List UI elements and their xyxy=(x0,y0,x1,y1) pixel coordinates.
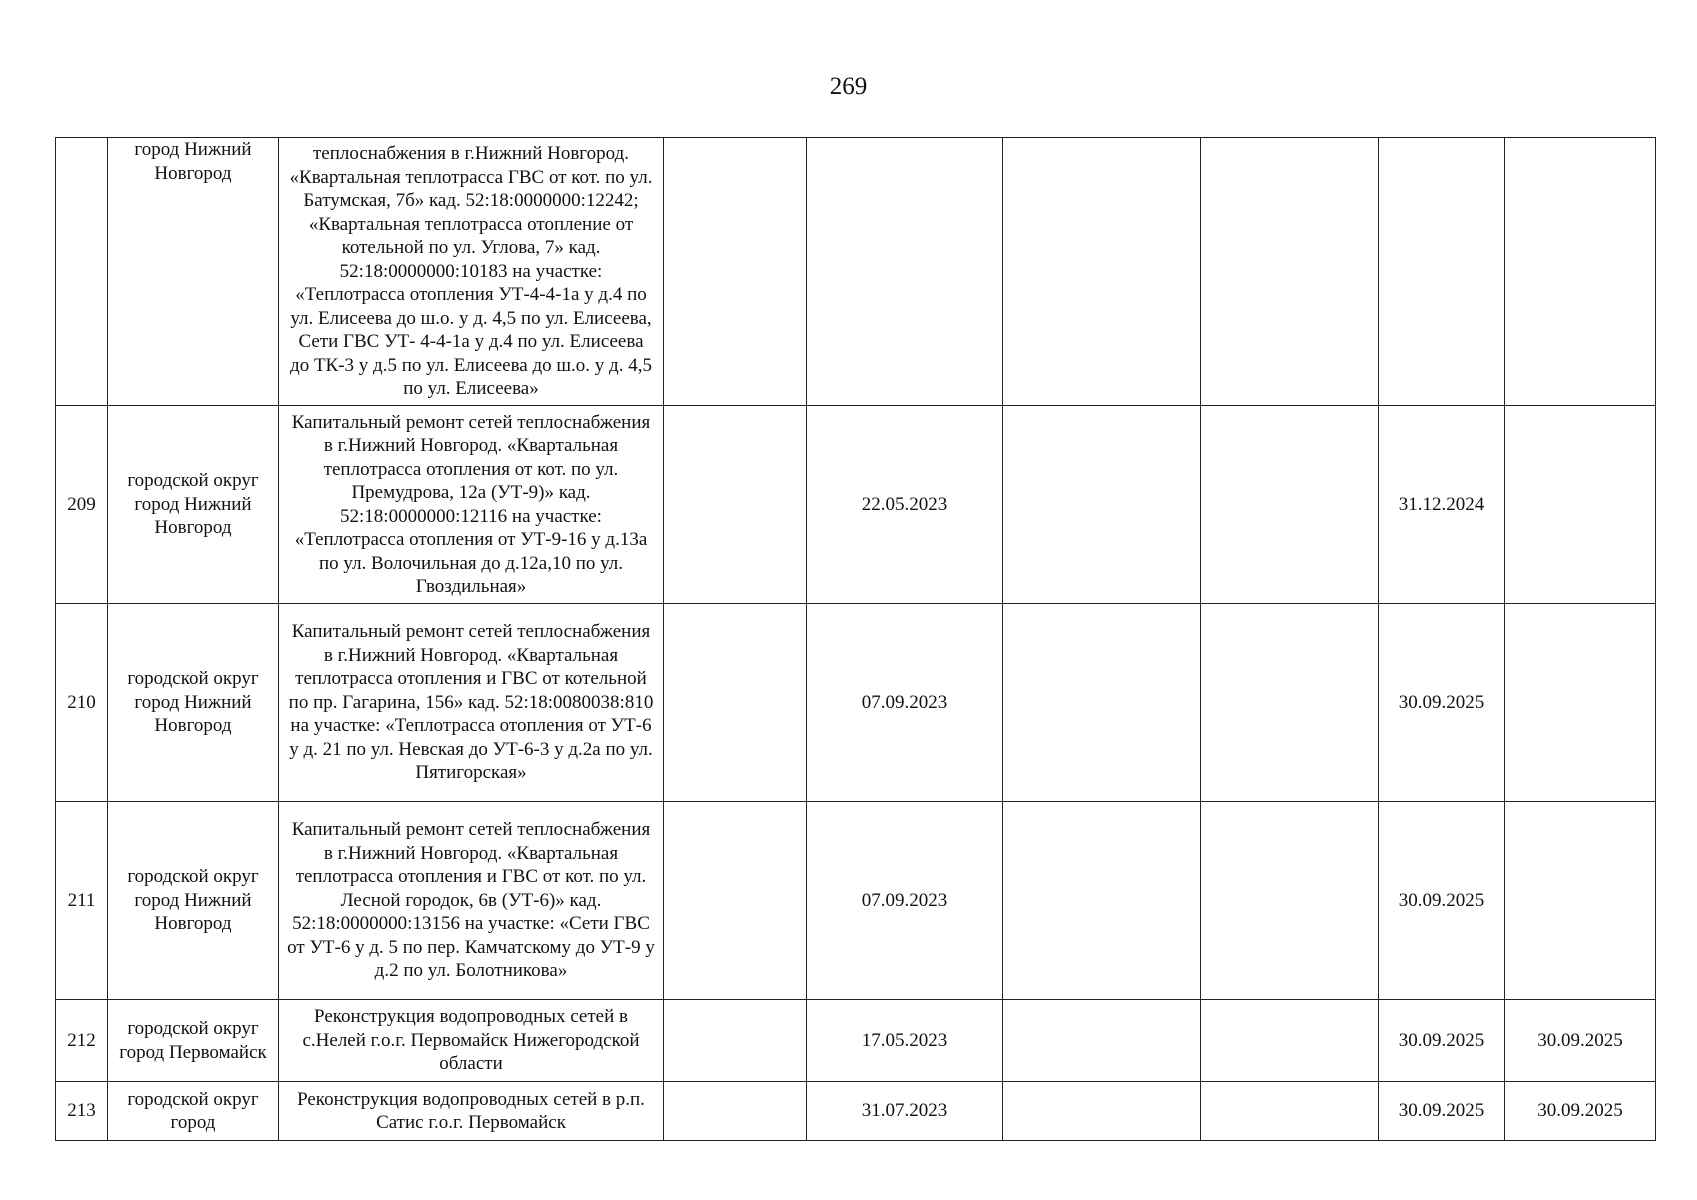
column-9-cell xyxy=(1505,604,1656,802)
end-date-cell: 31.12.2024 xyxy=(1379,406,1505,604)
column-4-cell xyxy=(664,138,807,406)
table-row xyxy=(56,1000,1656,1082)
column-6-cell xyxy=(1003,802,1201,1000)
column-4-cell xyxy=(664,604,807,802)
end-date-cell: 30.09.2025 xyxy=(1379,802,1505,1000)
column-7-cell xyxy=(1201,1082,1379,1141)
column-7-cell xyxy=(1201,604,1379,802)
column-6-cell xyxy=(1003,1082,1201,1141)
end-date-cell-2: 30.09.2025 xyxy=(1505,1000,1656,1082)
end-date-cell: 30.09.2025 xyxy=(1379,1000,1505,1082)
end-date-cell: 30.09.2025 xyxy=(1379,604,1505,802)
column-7-cell xyxy=(1201,1000,1379,1082)
column-7-cell xyxy=(1201,406,1379,604)
column-7-cell xyxy=(1201,802,1379,1000)
column-5-cell xyxy=(807,138,1003,406)
start-date-cell: 07.09.2023 xyxy=(807,802,1003,1000)
municipality-cell: городской округ город Нижний Новгород xyxy=(108,604,279,802)
municipality-cell: городской округ город Нижний Новгород xyxy=(108,802,279,1000)
row-number-cell: 211 xyxy=(56,802,108,1000)
row-number-cell: 210 xyxy=(56,604,108,802)
description-cell: Капитальный ремонт сетей теплоснабжения в г.Нижний Новгород. «Квартальная теплотрасса отопления от кот. по ул. Премудрова, 12а (УТ-9)» кад. 52:18:0000000:12116 на участке: «Теплотрасса отопления от УТ-9-16 у д.13а по ул. Волочильная до д.12а,10 по ул. Гвоздильная» xyxy=(279,406,664,604)
table-row xyxy=(56,1082,1656,1141)
description-cell: Реконструкция водопроводных сетей в с.Нелей г.о.г. Первомайск Нижегородской области xyxy=(279,1000,664,1082)
column-6-cell xyxy=(1003,406,1201,604)
column-9-cell xyxy=(1505,802,1656,1000)
column-9-cell xyxy=(1505,138,1656,406)
table-row xyxy=(56,604,1656,802)
column-9-cell xyxy=(1505,406,1656,604)
start-date-cell: 07.09.2023 xyxy=(807,604,1003,802)
municipality-cell: город Нижний Новгород xyxy=(108,138,279,406)
start-date-cell: 22.05.2023 xyxy=(807,406,1003,604)
column-4-cell xyxy=(664,406,807,604)
end-date-cell-2: 30.09.2025 xyxy=(1505,1082,1656,1141)
municipality-cell: городской округ город Нижний Новгород xyxy=(108,406,279,604)
start-date-cell: 31.07.2023 xyxy=(807,1082,1003,1141)
description-cell: теплоснабжения в г.Нижний Новгород. «Квартальная теплотрасса ГВС от кот. по ул. Батумская, 7б» кад. 52:18:0000000:12242; «Квартальная теплотрасса отопление от котельной по ул. Углова, 7» кад. 52:18:0000000:10183 на участке: «Теплотрасса отопления УТ-4-4-1а у д.4 по ул. Елисеева до ш.о. у д. 4,5 по ул. Елисеева, Сети ГВС УТ- 4-4-1а у д.4 по ул. Елисеева до ТК-3 у д.5 по ул. Елисеева до ш.о. у д. 4,5 по ул. Елисеева» xyxy=(279,138,664,406)
column-4-cell xyxy=(664,802,807,1000)
row-number-cell: 212 xyxy=(56,1000,108,1082)
column-4-cell xyxy=(664,1082,807,1141)
program-table xyxy=(55,137,1656,1141)
description-cell: Капитальный ремонт сетей теплоснабжения в г.Нижний Новгород. «Квартальная теплотрасса отопления и ГВС от кот. по ул. Лесной городок, 6в (УТ-6)» кад. 52:18:0000000:13156 на участке: «Сети ГВС от УТ-6 у д. 5 по пер. Камчатскому до УТ-9 у д.2 по ул. Болотникова» xyxy=(279,802,664,1000)
column-6-cell xyxy=(1003,1000,1201,1082)
table-row xyxy=(56,138,1656,406)
row-number-cell: 209 xyxy=(56,406,108,604)
row-number-cell: 213 xyxy=(56,1082,108,1141)
end-date-cell: 30.09.2025 xyxy=(1379,1082,1505,1141)
table-row xyxy=(56,802,1656,1000)
page-number: 269 xyxy=(829,73,868,100)
column-7-cell xyxy=(1201,138,1379,406)
column-8-cell xyxy=(1379,138,1505,406)
row-number-cell xyxy=(56,138,108,406)
column-6-cell xyxy=(1003,138,1201,406)
column-6-cell xyxy=(1003,604,1201,802)
table-row xyxy=(56,406,1656,604)
start-date-cell: 17.05.2023 xyxy=(807,1000,1003,1082)
municipality-cell: городской округ город Первомайск xyxy=(108,1000,279,1082)
municipality-cell: городской округ город xyxy=(108,1082,279,1141)
description-cell: Реконструкция водопроводных сетей в р.п. Сатис г.о.г. Первомайск xyxy=(279,1082,664,1141)
description-cell: Капитальный ремонт сетей теплоснабжения в г.Нижний Новгород. «Квартальная теплотрасса отопления и ГВС от котельной по пр. Гагарина, 156» кад. 52:18:0080038:810 на участке: «Теплотрасса отопления от УТ-6 у д. 21 по ул. Невская до УТ-6-3 у д.2а по ул. Пятигорская» xyxy=(279,604,664,802)
column-4-cell xyxy=(664,1000,807,1082)
